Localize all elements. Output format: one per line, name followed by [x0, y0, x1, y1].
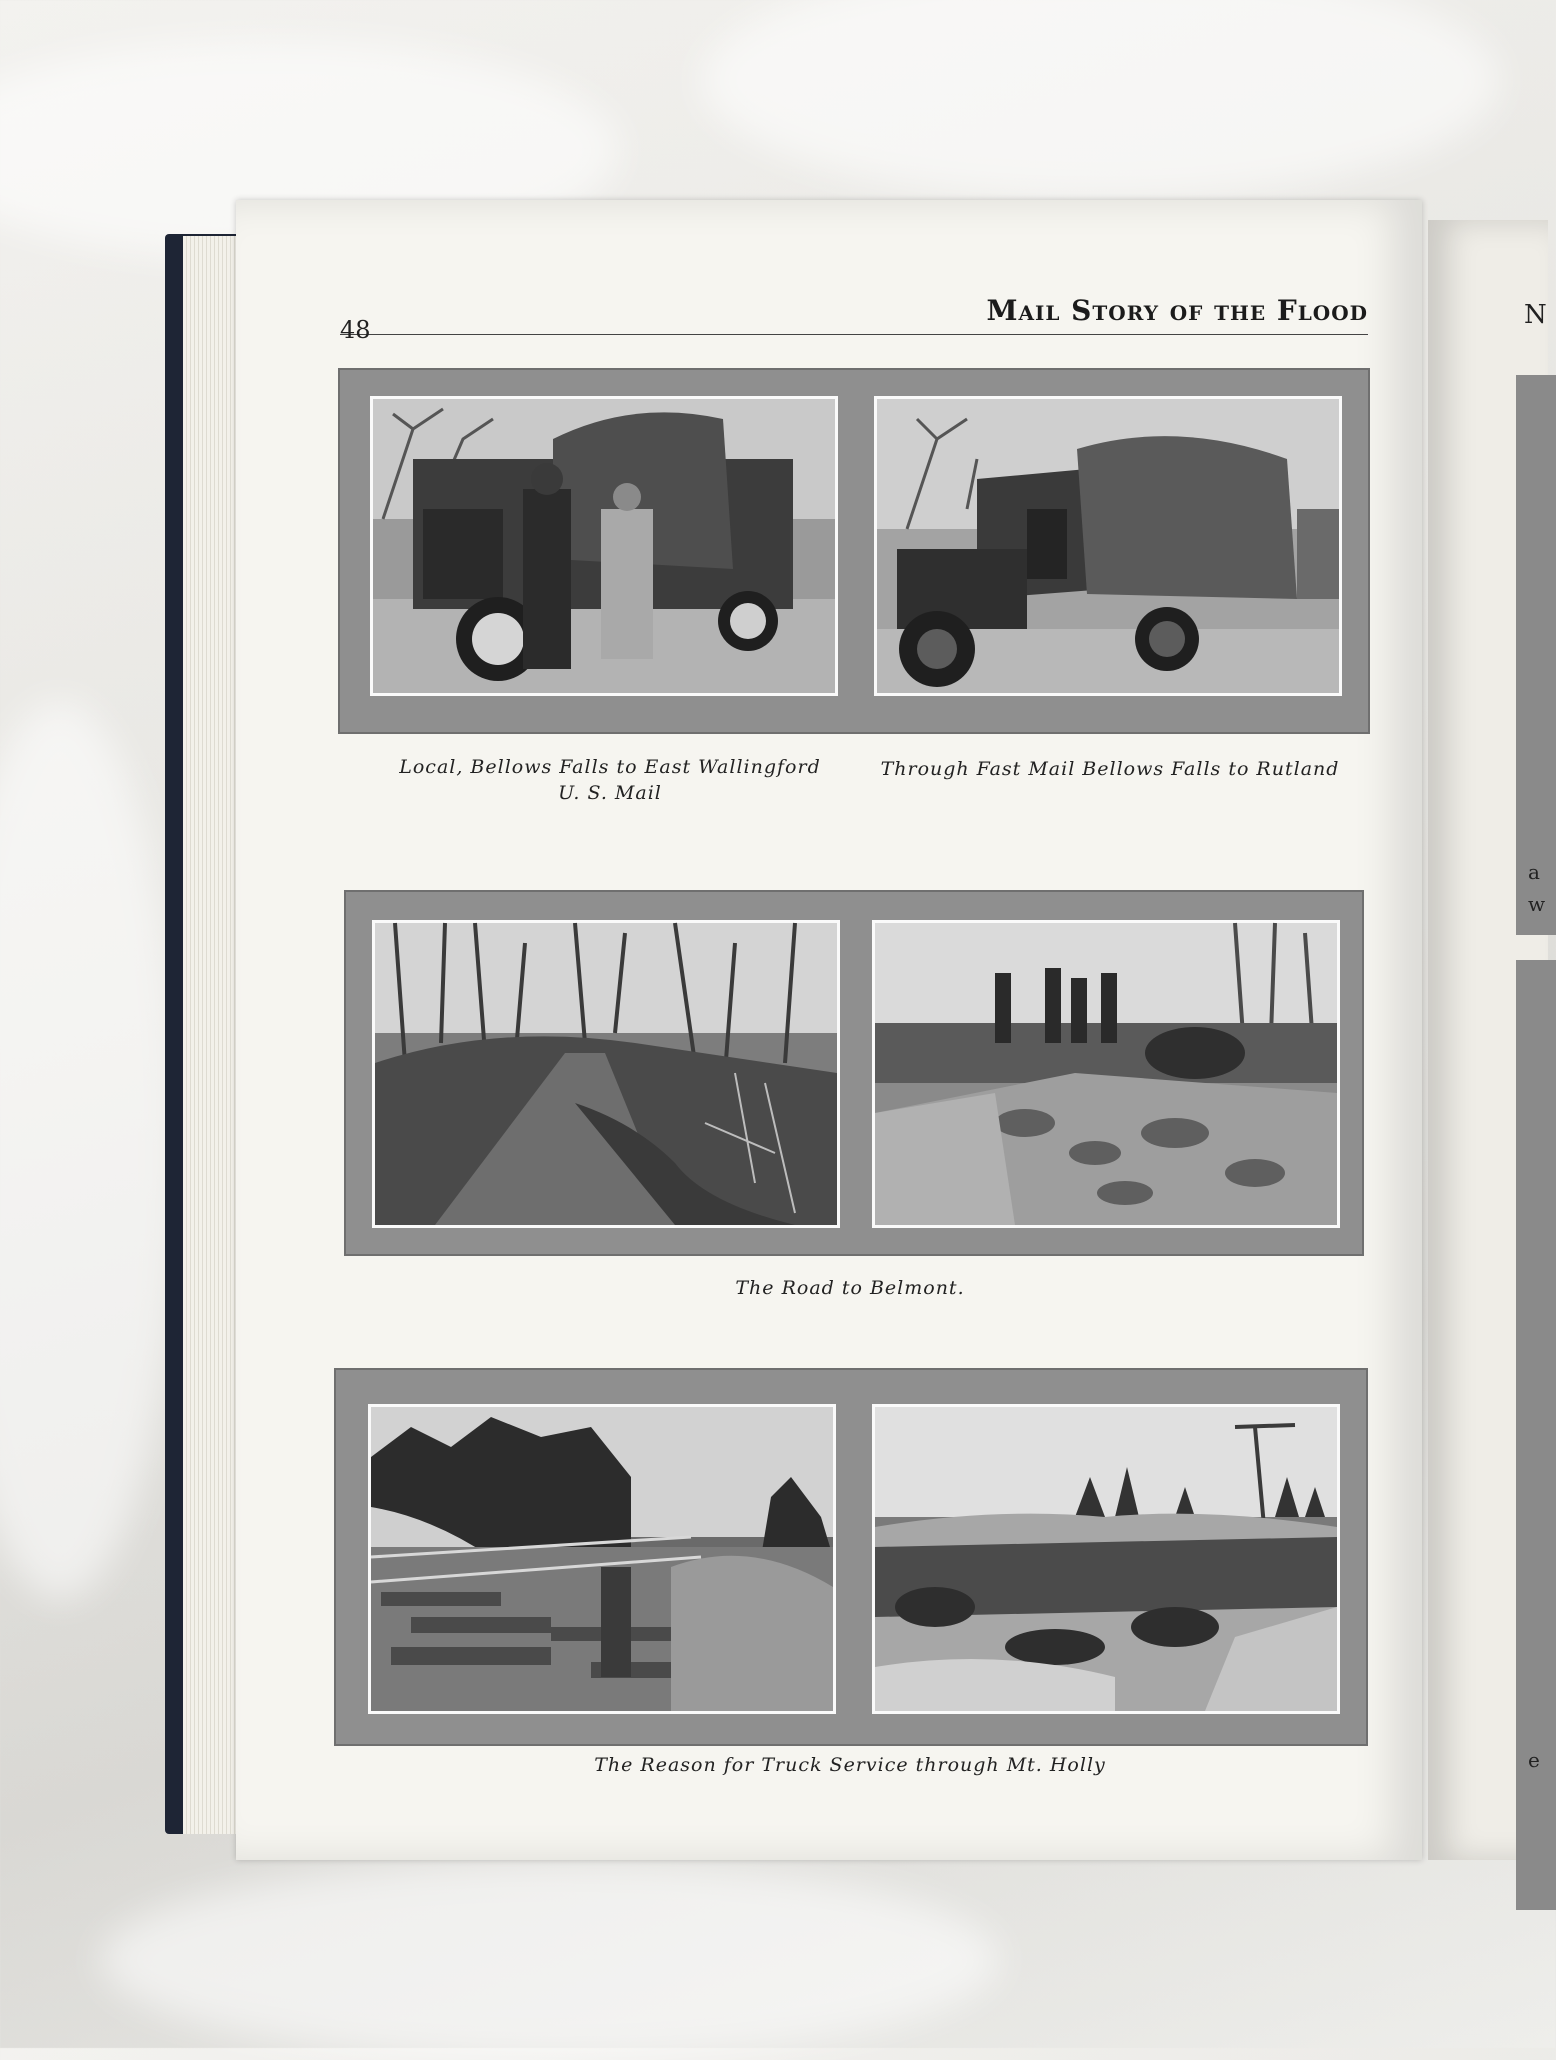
- page-number: 48: [340, 316, 371, 344]
- running-title: Mail Story of the Flood: [986, 294, 1368, 327]
- caption-line: Through Fast Mail Bellows Falls to Rutland: [880, 758, 1340, 780]
- photo-washed-out-road: [372, 920, 840, 1228]
- caption-line: U. S. Mail: [558, 782, 662, 804]
- running-head: [340, 290, 1368, 344]
- photo-damaged-tracks: [368, 1404, 836, 1714]
- caption-line: The Reason for Truck Service through Mt. Holly: [594, 1754, 1106, 1776]
- caption-line: The Road to Belmont.: [735, 1277, 965, 1299]
- facing-page-fragment: N: [1524, 300, 1547, 330]
- photo-panel-trucks: [338, 368, 1370, 734]
- facing-page-photo: [1516, 1350, 1556, 1910]
- caption-mt-holly: [560, 1752, 1140, 1778]
- bedsheet-fold: [100, 1860, 1000, 2060]
- caption-line: Local, Bellows Falls to East Wallingford: [399, 756, 821, 778]
- facing-page-photo: [1516, 375, 1556, 935]
- bedsheet-fold: [0, 700, 180, 1600]
- caption-belmont-road: [570, 1275, 1130, 1301]
- caption-local-mail: [370, 754, 850, 806]
- facing-page-fragment: w: [1528, 892, 1546, 916]
- photo-panel-belmont-road: [344, 890, 1364, 1256]
- photo-fast-mail-truck: [874, 396, 1342, 696]
- photo-panel-mt-holly: [334, 1368, 1368, 1746]
- photo-local-mail-truck: [370, 396, 838, 696]
- photo-washed-out-rail-bed: [872, 1404, 1340, 1714]
- photo-workers-at-washout: [872, 920, 1340, 1228]
- facing-page-fragment: a: [1528, 860, 1540, 884]
- facing-page-fragment: e: [1528, 1748, 1540, 1772]
- caption-fast-mail: [870, 756, 1350, 782]
- facing-page: [1428, 220, 1548, 1860]
- bedsheet-fold: [700, 0, 1500, 200]
